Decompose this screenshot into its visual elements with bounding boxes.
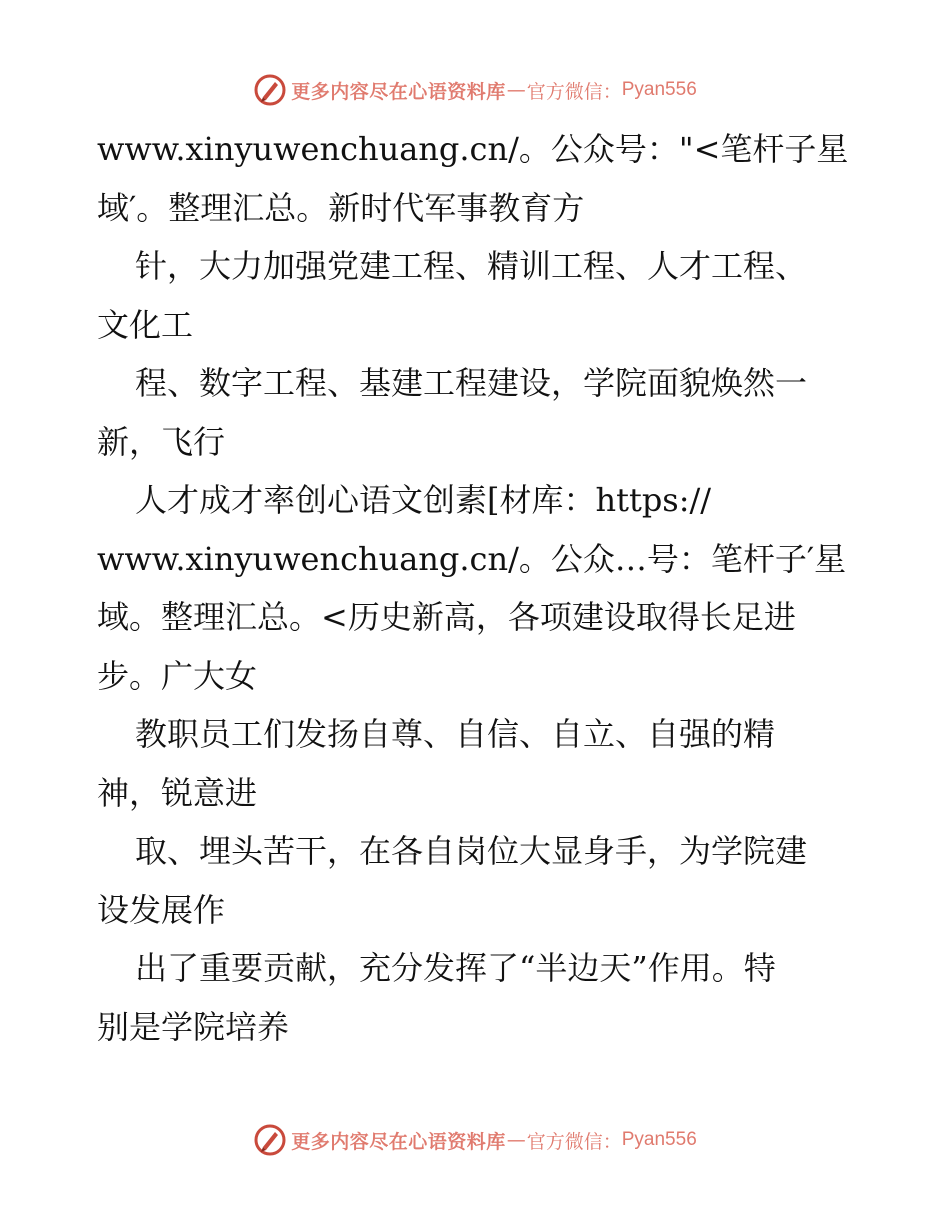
body-line: 教职员工们发扬自尊、自信、自立、自强的精 (135, 715, 776, 753)
body-line: 新，飞行 (97, 422, 226, 461)
body-line: 域。整理汇总。<历史新高，各项建设取得长足进 (97, 598, 796, 636)
body-line: 针，大力加强党建工程、精训工程、人才工程、 (135, 247, 808, 285)
body-line: 步。广大女 (97, 656, 258, 695)
body-line: 域′。整理汇总。新时代军事教育方 (97, 188, 585, 227)
footer-banner-label: 官方微信： (526, 1130, 622, 1153)
body-line: 取、埋头苦干，在各自岗位大显身手，为学院建 (135, 832, 808, 870)
header-banner-dash: — (506, 79, 526, 101)
body-line: 设发展作 (97, 890, 226, 929)
footer-banner-dash: — (506, 1129, 526, 1151)
body-line: 文化工 (97, 305, 194, 344)
body-line: www.xinyuwenchuang.cn/。公众号："<笔杆子星 (97, 130, 849, 168)
body-line: 别是学院培养 (97, 1007, 290, 1046)
footer-banner-title: 更多内容尽在心语资料库 (291, 1130, 506, 1153)
footer-banner-wechat-id: Pyan556 (621, 1129, 697, 1150)
header-banner-title: 更多内容尽在心语资料库 (291, 80, 506, 103)
body-line: 程、数字工程、基建工程建设，学院面貌焕然一 (135, 364, 808, 402)
body-line: 神，锐意进 (97, 773, 258, 812)
body-line: 人才成才率创心语文创素[材库：https:// (135, 481, 712, 519)
header-banner (0, 70, 950, 110)
pen-circle-icon (253, 73, 287, 107)
pen-circle-icon (253, 1123, 287, 1157)
footer-banner (0, 1120, 950, 1160)
header-banner-label: 官方微信： (526, 80, 622, 103)
body-line: 出了重要贡献，充分发挥了“半边天”作用。特 (135, 949, 776, 987)
document-body (97, 120, 867, 1056)
header-banner-wechat-id: Pyan556 (621, 79, 697, 100)
body-line: www.xinyuwenchuang.cn/。公众…号：笔杆子′星 (97, 539, 847, 578)
